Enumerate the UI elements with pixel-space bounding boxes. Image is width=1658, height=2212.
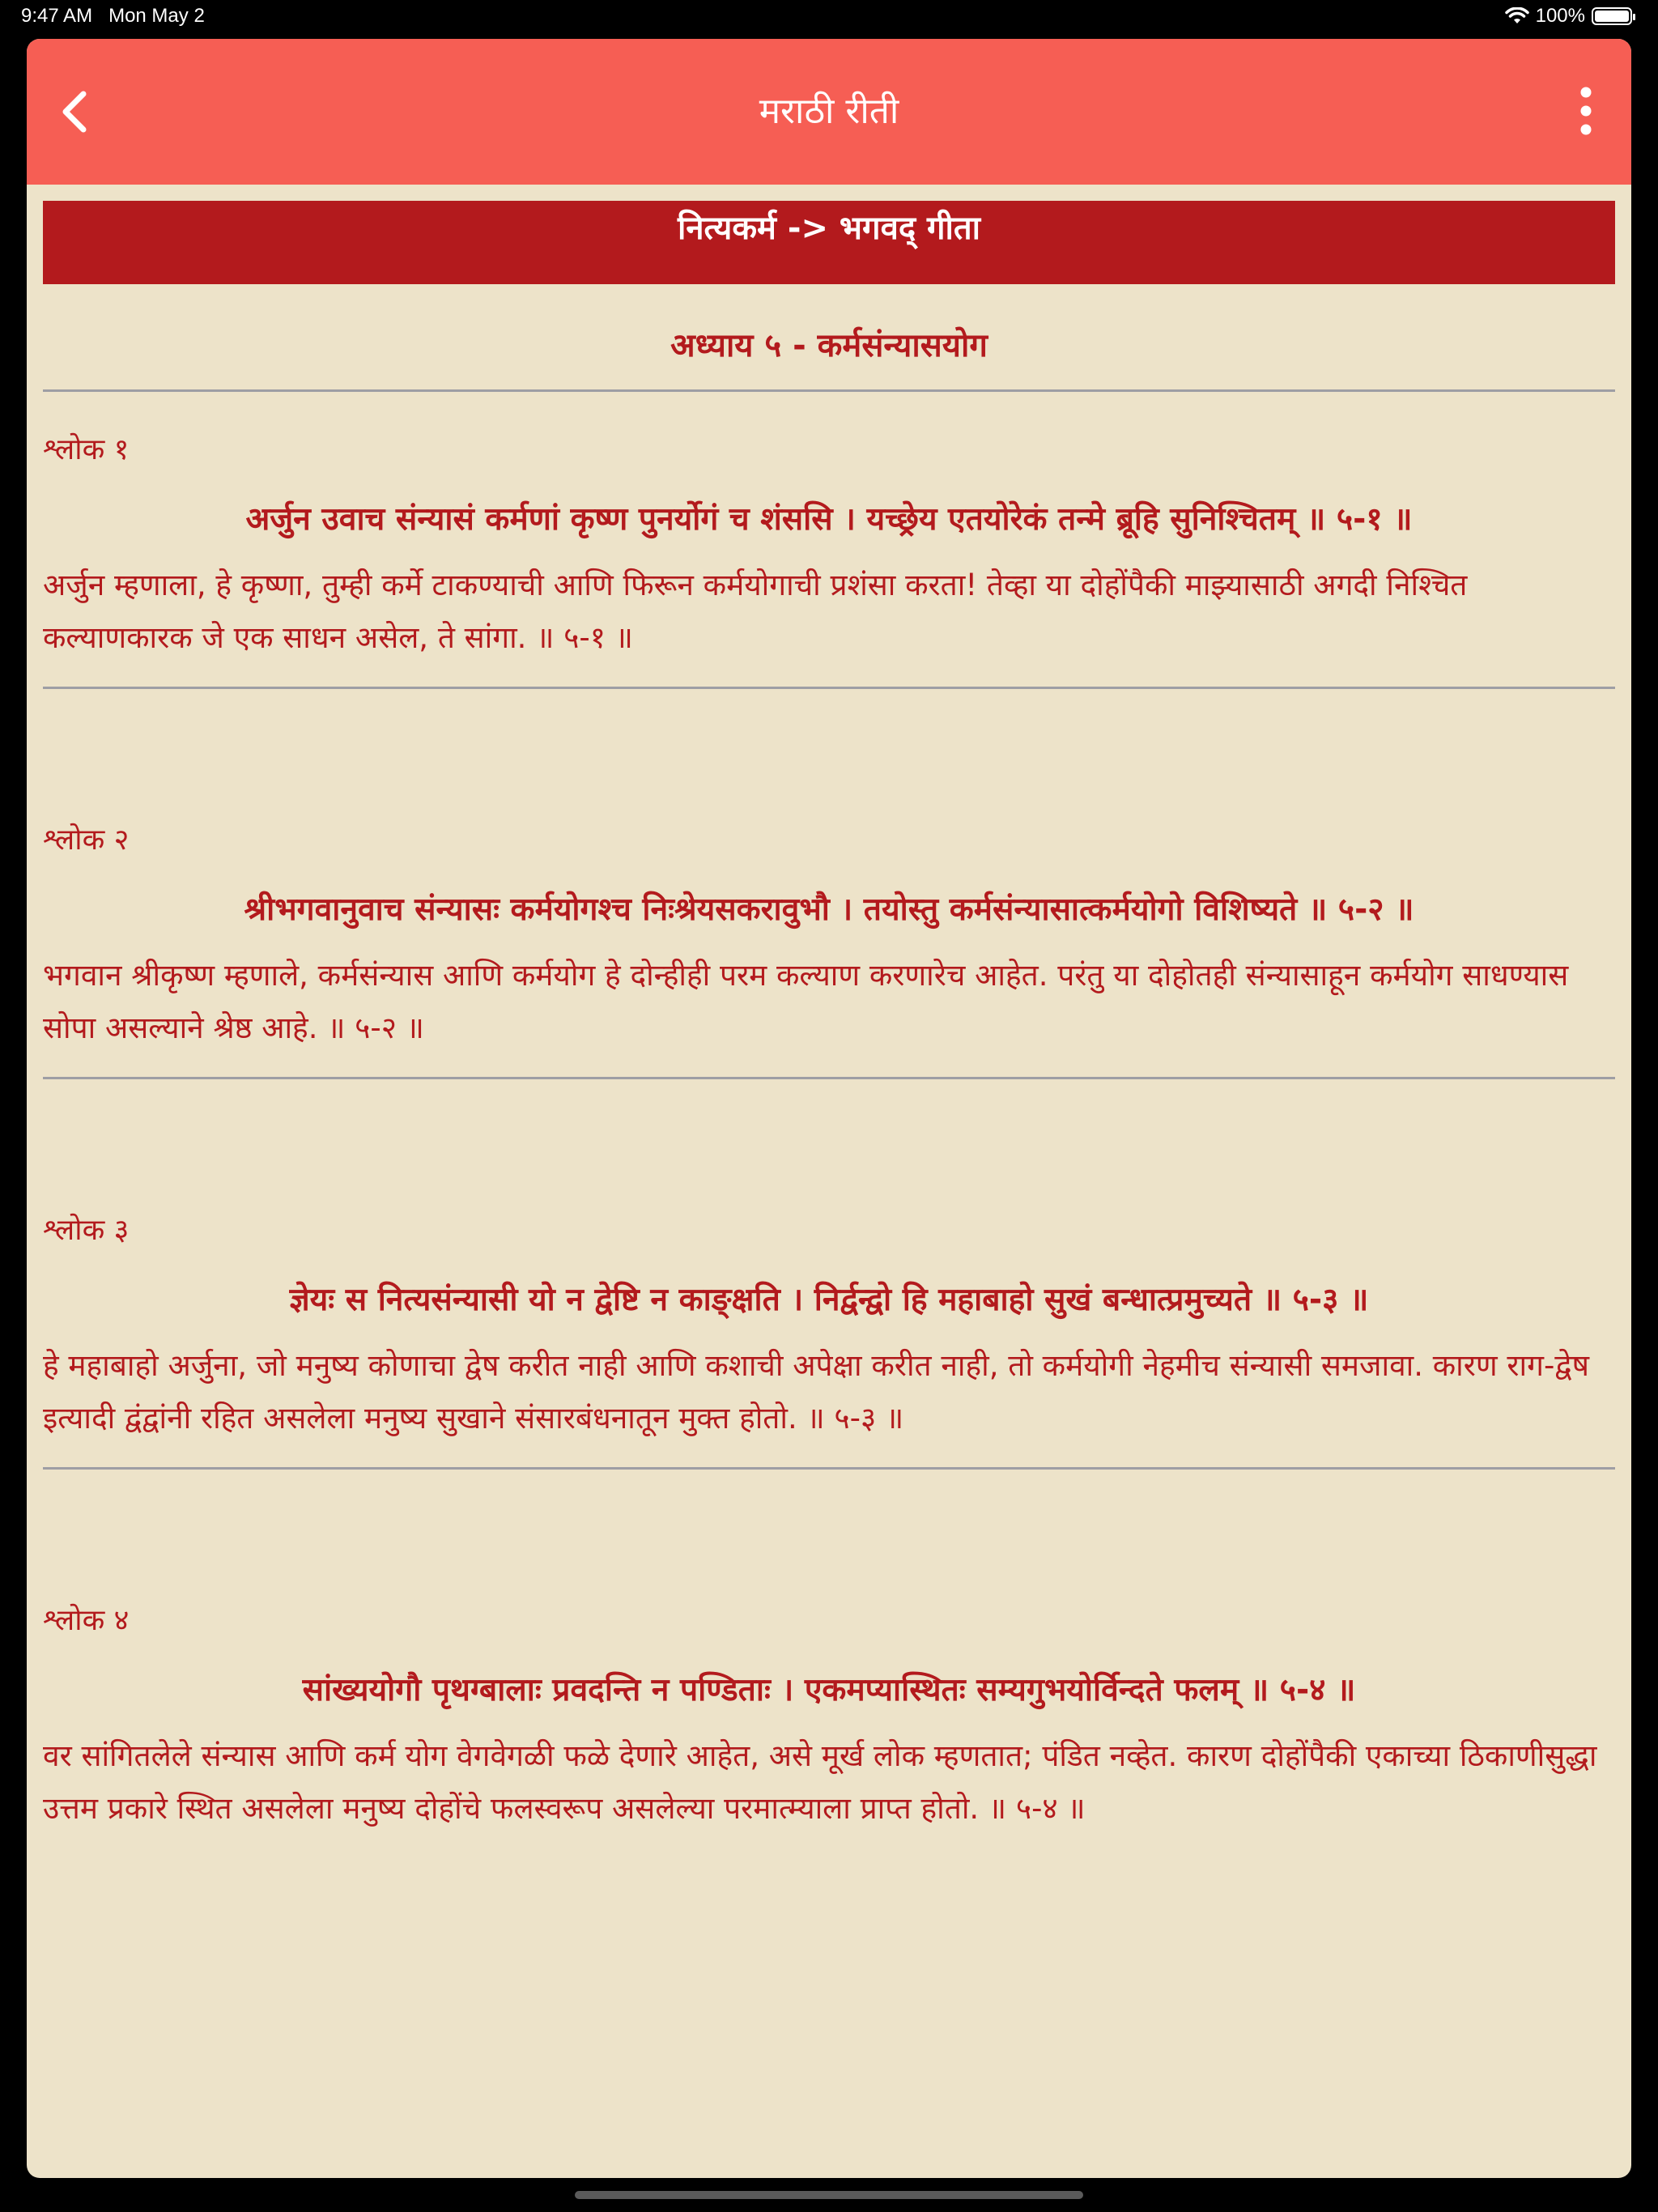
battery-percent: 100% xyxy=(1535,5,1585,27)
app-bar xyxy=(27,39,1631,185)
home-indicator[interactable] xyxy=(575,2191,1083,2199)
status-time xyxy=(21,5,205,28)
shloka-sanskrit: ज्ञेयः स नित्यसंन्यासी यो न द्वेष्टि न काङ्क्षति । निर्द्वन्द्वो हि महाबाहो सुखं बन्धात्प्रमुच्यते ॥ ५-३ ॥ xyxy=(289,1281,1369,1318)
shloka-label: श्लोक ४ xyxy=(43,1603,130,1637)
shloka-label: श्लोक ३ xyxy=(43,1213,130,1247)
shloka-section xyxy=(43,1213,1615,1470)
more-vertical-icon xyxy=(1570,84,1602,139)
divider xyxy=(43,687,1615,689)
chapter-title: अध्याय ५ - कर्मसंन्यासयोग xyxy=(670,327,988,364)
shloka-sanskrit: अर्जुन उवाच संन्यासं कर्मणां कृष्ण पुनर्योगं च शंससि । यच्छ्रेय एतयोरेकं तन्मे ब्रूहि सुनिश्चितम् ॥ ५-१ ॥ xyxy=(245,501,1413,538)
status-date: Mon May 2 xyxy=(108,5,205,27)
shloka-section xyxy=(43,1603,1615,1835)
status-indicators xyxy=(1505,5,1632,28)
breadcrumb: नित्यकर्म -> भगवद् गीता xyxy=(43,201,1615,284)
status-clock: 9:47 AM xyxy=(21,5,93,27)
shloka-meaning: वर सांगितलेले संन्यास आणि कर्म योग वेगवेगळी फळे देणारे आहेत, असे मूर्ख लोक म्हणतात; पंडित नव्हेत. कारण दोहोंपैकी एकाच्या ठिकाणीसुद्धा उत्तम प्रकारे स्थित असलेला मनुष्य दोहोंचे फलस्वरूप असलेल्या परमात्म्याला प्राप्त होतो. ॥ ५-४ ॥ xyxy=(43,1738,1597,1826)
page-title: मराठी रीती xyxy=(759,91,899,132)
shloka-section xyxy=(43,432,1615,689)
battery-icon xyxy=(1592,7,1632,25)
divider xyxy=(43,1467,1615,1470)
app-window xyxy=(27,39,1631,2178)
divider xyxy=(43,389,1615,392)
wifi-icon xyxy=(1505,7,1529,25)
shloka-label: श्लोक १ xyxy=(43,433,130,466)
divider xyxy=(43,1077,1615,1079)
shloka-meaning: अर्जुन म्हणाला, हे कृष्णा, तुम्ही कर्मे टाकण्याची आणि फिरून कर्मयोगाची प्रशंसा करता! तेव्हा या दोहोंपैकी माझ्यासाठी अगदी निश्चित कल्याणकारक जे एक साधन असेल, ते सांगा. ॥ ५-१ ॥ xyxy=(43,567,1468,655)
overflow-menu-button[interactable] xyxy=(1570,84,1602,139)
shloka-label: श्लोक २ xyxy=(43,823,130,857)
status-bar xyxy=(0,0,1658,32)
shloka-meaning: भगवान श्रीकृष्ण म्हणाले, कर्मसंन्यास आणि कर्मयोग हे दोन्हीही परम कल्याण करणारेच आहेत. परंतु या दोहोतही संन्यासाहून कर्मयोग साधण्यास सोपा असल्याने श्रेष्ठ आहे. ॥ ५-२ ॥ xyxy=(43,957,1569,1045)
shloka-sanskrit: सांख्ययोगौ पृथग्बालाः प्रवदन्ति न पण्डिताः । एकमप्यास्थितः सम्यगुभयोर्विन्दते फलम् ॥ ५-४ ॥ xyxy=(302,1671,1356,1708)
shloka-meaning: हे महाबाहो अर्जुना, जो मनुष्य कोणाचा द्वेष करीत नाही आणि कशाची अपेक्षा करीत नाही, तो कर्मयोगी नेहमीच संन्यासी समजावा. कारण राग-द्वेष इत्यादी द्वंद्वांनी रहित असलेला मनुष्य सुखाने संसारबंधनातून मुक्त होतो. ॥ ५-३ ॥ xyxy=(43,1347,1589,1436)
content-area xyxy=(43,201,1615,1835)
shloka-sanskrit: श्रीभगवानुवाच संन्यासः कर्मयोगश्च निःश्रेयसकरावुभौ । तयोस्तु कर्मसंन्यासात्कर्मयोगो विशिष्यते ॥ ५-२ ॥ xyxy=(244,891,1414,929)
shloka-section xyxy=(43,823,1615,1079)
